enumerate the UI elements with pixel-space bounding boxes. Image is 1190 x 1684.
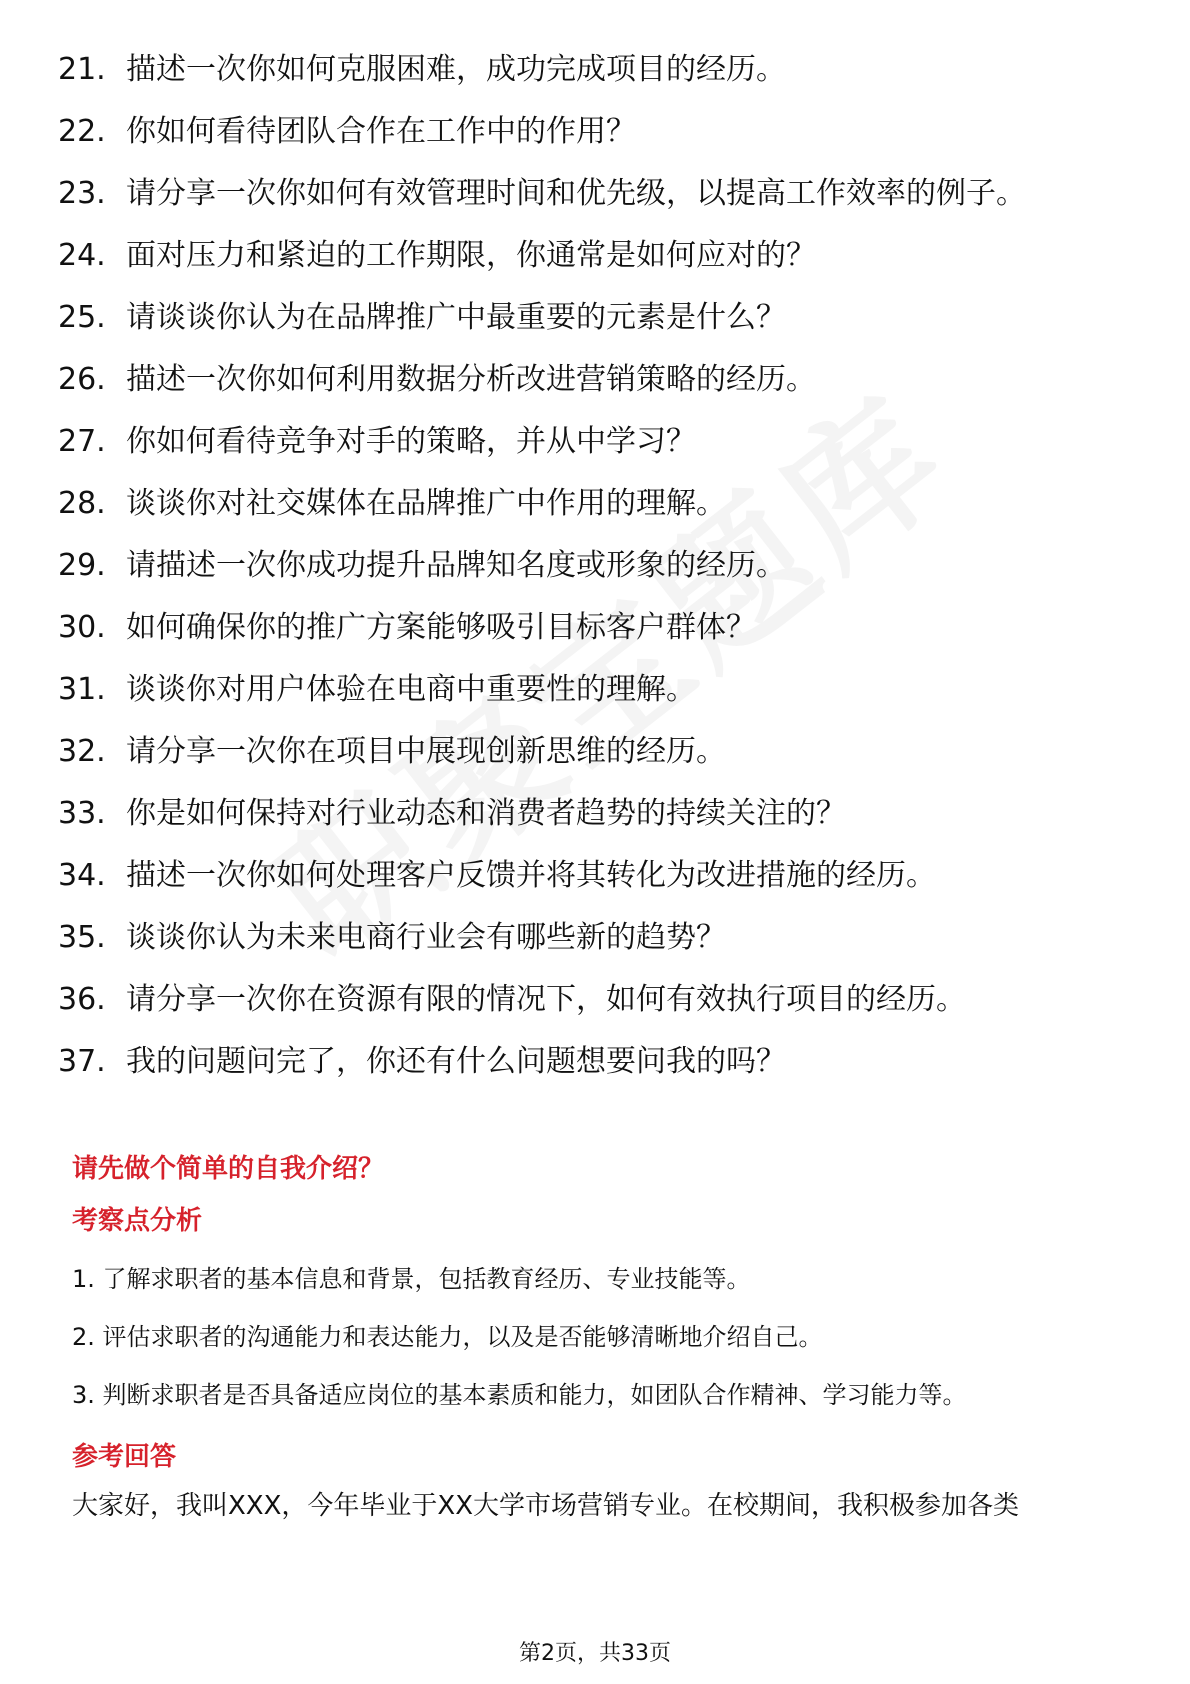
list-item xyxy=(58,52,1138,88)
question-number: 37. xyxy=(58,1044,106,1079)
list-item xyxy=(58,920,1138,956)
list-item xyxy=(58,362,1138,398)
question-number: 30. xyxy=(58,610,106,645)
question-number: 25. xyxy=(58,300,106,335)
question-number: 24. xyxy=(58,238,106,273)
list-item xyxy=(58,610,1138,646)
question-text: 描述一次你如何处理客户反馈并将其转化为改进措施的经历。 xyxy=(126,858,936,893)
list-item xyxy=(58,486,1138,522)
list-item xyxy=(58,238,1138,274)
question-text: 你如何看待团队合作在工作中的作用？ xyxy=(126,114,636,149)
question-text: 你如何看待竞争对手的策略，并从中学习？ xyxy=(126,424,696,459)
list-item xyxy=(58,548,1138,584)
list-item xyxy=(58,858,1138,894)
question-text: 谈谈你对用户体验在电商中重要性的理解。 xyxy=(126,672,696,707)
question-text: 请分享一次你如何有效管理时间和优先级，以提高工作效率的例子。 xyxy=(126,176,1026,211)
question-text: 谈谈你认为未来电商行业会有哪些新的趋势？ xyxy=(126,920,726,955)
question-number: 22. xyxy=(58,114,106,149)
question-number: 31. xyxy=(58,672,106,707)
list-item xyxy=(58,982,1138,1018)
list-item xyxy=(58,176,1138,212)
question-text: 请分享一次你在项目中展现创新思维的经历。 xyxy=(126,734,726,769)
question-number: 27. xyxy=(58,424,106,459)
question-number: 28. xyxy=(58,486,106,521)
list-item xyxy=(58,1044,1138,1080)
question-text: 描述一次你如何利用数据分析改进营销策略的经历。 xyxy=(126,362,816,397)
question-list xyxy=(58,52,1138,1106)
answer-text: 大家好，我叫XXX，今年毕业于XX大学市场营销专业。在校期间，我积极参加各类 xyxy=(72,1491,1020,1521)
list-item xyxy=(58,114,1138,150)
question-number: 26. xyxy=(58,362,106,397)
analysis-point: 2. 评估求职者的沟通能力和表达能力，以及是否能够清晰地介绍自己。 xyxy=(72,1323,823,1351)
question-number: 36. xyxy=(58,982,106,1017)
list-item xyxy=(58,300,1138,336)
question-text: 请谈谈你认为在品牌推广中最重要的元素是什么？ xyxy=(126,300,786,335)
question-number: 35. xyxy=(58,920,106,955)
question-number: 21. xyxy=(58,52,106,87)
question-text: 请分享一次你在资源有限的情况下，如何有效执行项目的经历。 xyxy=(126,982,966,1017)
answer-title: 参考回答 xyxy=(72,1442,177,1472)
question-text: 我的问题问完了，你还有什么问题想要问我的吗？ xyxy=(126,1044,786,1079)
question-text: 如何确保你的推广方案能够吸引目标客户群体？ xyxy=(126,610,756,645)
question-text: 面对压力和紧迫的工作期限，你通常是如何应对的？ xyxy=(126,238,816,273)
question-text: 请描述一次你成功提升品牌知名度或形象的经历。 xyxy=(126,548,786,583)
analysis-point: 3. 判断求职者是否具备适应岗位的基本素质和能力，如团队合作精神、学习能力等。 xyxy=(72,1381,967,1409)
list-item xyxy=(58,424,1138,460)
question-text: 你是如何保持对行业动态和消费者趋势的持续关注的？ xyxy=(126,796,846,831)
question-text: 谈谈你对社交媒体在品牌推广中作用的理解。 xyxy=(126,486,726,521)
list-item xyxy=(58,672,1138,708)
analysis-point: 1. 了解求职者的基本信息和背景，包括教育经历、专业技能等。 xyxy=(72,1265,751,1293)
list-item xyxy=(58,796,1138,832)
question-number: 33. xyxy=(58,796,106,831)
analysis-title: 考察点分析 xyxy=(72,1206,203,1236)
question-title: 请先做个简单的自我介绍？ xyxy=(72,1154,385,1184)
question-number: 32. xyxy=(58,734,106,769)
question-number: 29. xyxy=(58,548,106,583)
question-text: 描述一次你如何克服困难，成功完成项目的经历。 xyxy=(126,52,786,87)
list-item xyxy=(58,734,1138,770)
question-number: 23. xyxy=(58,176,106,211)
page-number: 第2页，共33页 xyxy=(519,1641,671,1666)
question-number: 34. xyxy=(58,858,106,893)
question-detail xyxy=(72,1152,1132,1526)
